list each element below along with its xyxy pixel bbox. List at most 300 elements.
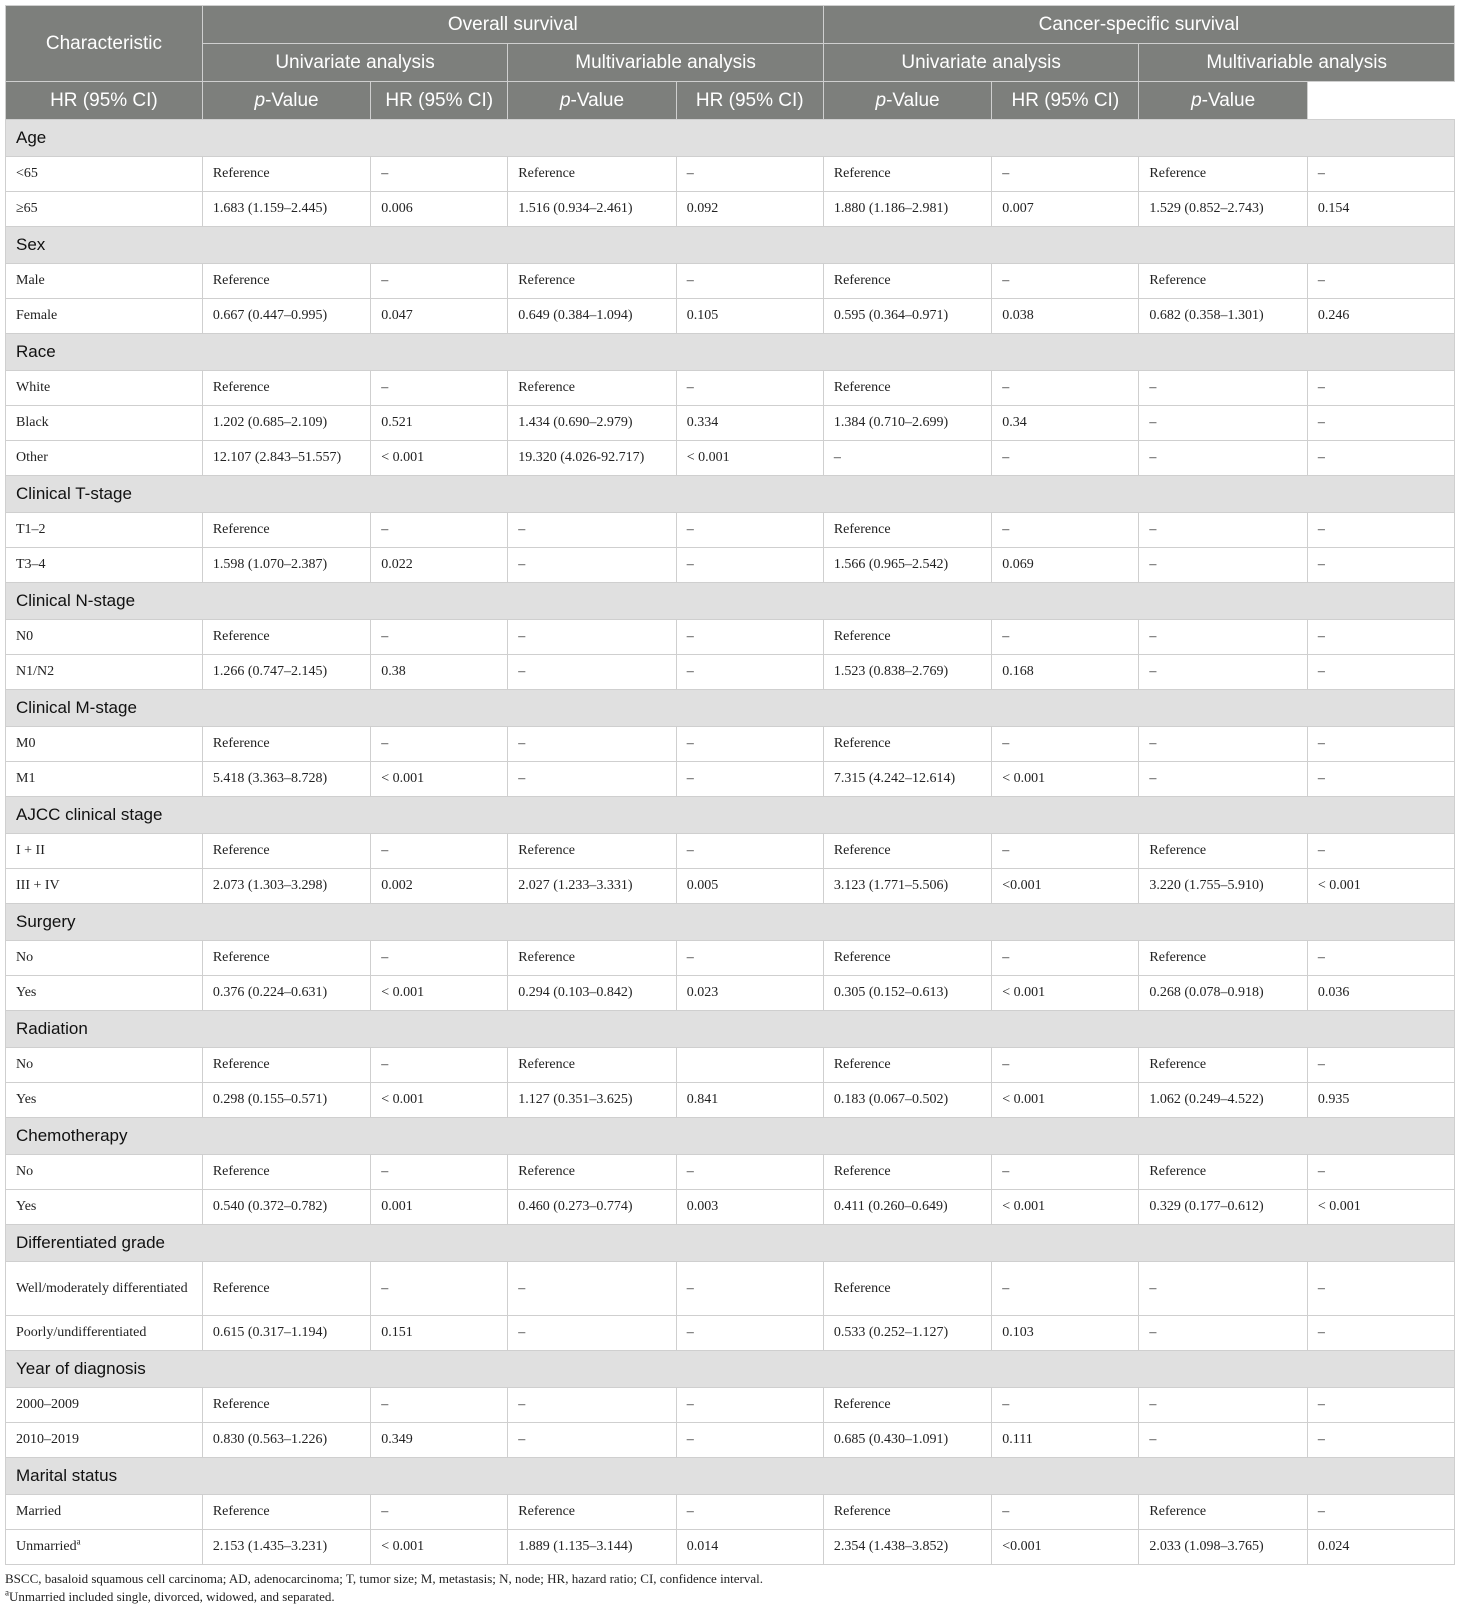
table-row — [6, 1495, 1455, 1530]
section-title: Surgery — [6, 904, 1455, 941]
p-value-cell: – — [992, 620, 1139, 655]
subheader-row — [6, 82, 1455, 120]
row-label — [6, 513, 203, 548]
hr-ci-cell: Reference — [202, 371, 370, 406]
hr-ci-cell: 1.889 (1.135–3.144) — [508, 1530, 676, 1565]
section-title: Race — [6, 334, 1455, 371]
hr-ci-cell: 1.127 (0.351–3.625) — [508, 1083, 676, 1118]
hr-ci-cell: Reference — [823, 157, 991, 192]
p-value-cell: 0.047 — [371, 299, 508, 334]
p-value-cell: – — [992, 941, 1139, 976]
row-label-text: I + II — [16, 843, 45, 858]
p-value-header — [1139, 82, 1307, 120]
p-value-cell: – — [676, 371, 823, 406]
table-row — [6, 762, 1455, 797]
p-value-cell: 0.151 — [371, 1316, 508, 1351]
p-value-cell: – — [371, 1155, 508, 1190]
hr-ci-cell: Reference — [202, 727, 370, 762]
p-value-cell: – — [1307, 1048, 1454, 1083]
table-row — [6, 264, 1455, 299]
hr-ci-cell: Reference — [508, 1495, 676, 1530]
p-value-cell: 0.34 — [992, 406, 1139, 441]
row-label — [6, 157, 203, 192]
hr-ci-cell: Reference — [1139, 1048, 1307, 1083]
hr-ci-cell: Reference — [508, 157, 676, 192]
hr-ci-cell: Reference — [202, 1155, 370, 1190]
p-value-cell: – — [676, 1388, 823, 1423]
p-value-cell: – — [676, 548, 823, 583]
row-label — [6, 371, 203, 406]
p-value-cell: – — [992, 264, 1139, 299]
hr-ci-cell: – — [823, 441, 991, 476]
p-value-cell: 0.003 — [676, 1190, 823, 1225]
table-body — [6, 120, 1455, 1565]
p-value-cell: < 0.001 — [371, 976, 508, 1011]
section-title: Age — [6, 120, 1455, 157]
p-value-cell: – — [992, 441, 1139, 476]
hr-ci-cell: Reference — [202, 1048, 370, 1083]
hr-ci-cell: 0.595 (0.364–0.971) — [823, 299, 991, 334]
hr-ci-cell: 0.685 (0.430–1.091) — [823, 1423, 991, 1458]
p-value-header — [823, 82, 991, 120]
p-value-cell: < 0.001 — [371, 762, 508, 797]
hr-ci-cell: – — [508, 513, 676, 548]
overall-survival-header: Overall survival — [202, 6, 823, 44]
row-label-text: Unmarried — [16, 1539, 77, 1554]
p-value-cell: – — [992, 513, 1139, 548]
hr-ci-cell: 0.329 (0.177–0.612) — [1139, 1190, 1307, 1225]
table-row — [6, 406, 1455, 441]
row-label-text: 2000–2009 — [16, 1397, 79, 1412]
p-value-cell: – — [992, 727, 1139, 762]
hr-ci-cell: – — [1139, 1388, 1307, 1423]
hr-ci-cell: Reference — [823, 264, 991, 299]
p-value-cell: 0.521 — [371, 406, 508, 441]
p-value-cell: – — [676, 941, 823, 976]
row-label — [6, 441, 203, 476]
hr-ci-cell: Reference — [508, 1155, 676, 1190]
hr-ci-cell: 0.376 (0.224–0.631) — [202, 976, 370, 1011]
p-value-cell: – — [992, 1155, 1139, 1190]
p-value-cell: < 0.001 — [992, 1190, 1139, 1225]
section-title: Clinical N-stage — [6, 583, 1455, 620]
hr-ci-cell: 1.516 (0.934–2.461) — [508, 192, 676, 227]
p-value-cell: – — [1307, 513, 1454, 548]
p-value-cell: 0.024 — [1307, 1530, 1454, 1565]
p-value-cell: 0.38 — [371, 655, 508, 690]
hr-ci-cell: – — [1139, 727, 1307, 762]
p-value-cell: – — [992, 1388, 1139, 1423]
hr-ci-cell: 0.268 (0.078–0.918) — [1139, 976, 1307, 1011]
hr-ci-cell: 0.298 (0.155–0.571) — [202, 1083, 370, 1118]
hr-ci-cell: Reference — [823, 1262, 991, 1316]
section-row — [6, 583, 1455, 620]
row-label-text: White — [16, 380, 51, 395]
value-suffix: -Value — [1201, 89, 1256, 111]
table-container — [5, 5, 1455, 1606]
hr-ci-cell: – — [508, 620, 676, 655]
hr-ci-cell: Reference — [823, 941, 991, 976]
hr-ci-cell: – — [508, 548, 676, 583]
section-row — [6, 227, 1455, 264]
p-value-cell: – — [371, 834, 508, 869]
hr-ci-cell: – — [508, 655, 676, 690]
section-title: AJCC clinical stage — [6, 797, 1455, 834]
p-value-cell: – — [1307, 1262, 1454, 1316]
row-label — [6, 299, 203, 334]
table-row — [6, 1316, 1455, 1351]
p-value-cell: – — [1307, 834, 1454, 869]
row-label — [6, 620, 203, 655]
abbreviations-note: BSCC, basaloid squamous cell carcinoma; AD, adenocarcinoma; T, tumor size; M, metastasis; N, node; HR, hazard ratio; CI, confidence interval. — [5, 1571, 764, 1586]
p-value-cell: 0.001 — [371, 1190, 508, 1225]
p-value-cell: – — [676, 1262, 823, 1316]
characteristic-header: Characteristic — [6, 6, 203, 82]
p-value-cell: – — [992, 157, 1139, 192]
p-value-cell: 0.069 — [992, 548, 1139, 583]
hr-ci-cell: Reference — [202, 264, 370, 299]
footnote-mark: a — [76, 1536, 81, 1547]
section-row — [6, 120, 1455, 157]
table-row — [6, 941, 1455, 976]
hr-ci-cell: – — [508, 762, 676, 797]
p-value-cell: – — [1307, 620, 1454, 655]
section-title: Year of diagnosis — [6, 1351, 1455, 1388]
p-value-cell: – — [676, 655, 823, 690]
p-value-cell: – — [676, 1316, 823, 1351]
p-value-cell: 0.168 — [992, 655, 1139, 690]
p-value-cell: – — [992, 1048, 1139, 1083]
row-label — [6, 1316, 203, 1351]
section-row — [6, 1351, 1455, 1388]
table-header — [6, 6, 1455, 120]
p-value-cell: – — [992, 1262, 1139, 1316]
p-letter: p — [1191, 89, 1202, 111]
table-row — [6, 1262, 1455, 1316]
value-suffix: -Value — [265, 89, 319, 111]
table-row — [6, 1423, 1455, 1458]
hr-ci-cell: Reference — [1139, 157, 1307, 192]
hr-ci-cell: 1.434 (0.690–2.979) — [508, 406, 676, 441]
p-value-cell: – — [676, 1423, 823, 1458]
table-row — [6, 620, 1455, 655]
row-label-text: N0 — [16, 629, 34, 644]
row-label — [6, 1423, 203, 1458]
row-label-text: Poorly/undifferentiated — [16, 1325, 147, 1340]
p-value-cell: 0.334 — [676, 406, 823, 441]
hr-ci-cell: – — [508, 1262, 676, 1316]
table-row — [6, 1190, 1455, 1225]
hr-ci-cell: 7.315 (4.242–12.614) — [823, 762, 991, 797]
row-label-text: Black — [16, 415, 49, 430]
hr-ci-cell: – — [1139, 620, 1307, 655]
table-row — [6, 869, 1455, 904]
p-value-cell: 0.023 — [676, 976, 823, 1011]
footnote-mark: a — [5, 1587, 9, 1598]
section-title: Clinical M-stage — [6, 690, 1455, 727]
row-label-text: Yes — [16, 985, 37, 1000]
section-row — [6, 904, 1455, 941]
hr-ci-cell: Reference — [823, 371, 991, 406]
hr-ci-cell: 2.027 (1.233–3.331) — [508, 869, 676, 904]
hr-ci-cell: 1.266 (0.747–2.145) — [202, 655, 370, 690]
table-row — [6, 655, 1455, 690]
row-label — [6, 1083, 203, 1118]
p-value-cell: – — [371, 620, 508, 655]
section-title: Differentiated grade — [6, 1225, 1455, 1262]
section-row — [6, 1458, 1455, 1495]
hr-ci-cell: 0.667 (0.447–0.995) — [202, 299, 370, 334]
hr-ci-cell: Reference — [1139, 834, 1307, 869]
hr-ci-cell: 19.320 (4.026-92.717) — [508, 441, 676, 476]
p-value-cell: 0.105 — [676, 299, 823, 334]
section-row — [6, 797, 1455, 834]
table-row — [6, 441, 1455, 476]
hr-ci-cell: Reference — [823, 1495, 991, 1530]
row-label-text: ≥65 — [16, 201, 38, 216]
p-value-cell: < 0.001 — [1307, 1190, 1454, 1225]
hr-ci-cell: 0.294 (0.103–0.842) — [508, 976, 676, 1011]
row-label — [6, 941, 203, 976]
hr-ci-cell: – — [508, 1423, 676, 1458]
p-value-cell: – — [371, 157, 508, 192]
p-value-cell: – — [371, 1048, 508, 1083]
hr-ci-cell: 0.411 (0.260–0.649) — [823, 1190, 991, 1225]
hr-ci-cell: – — [1139, 548, 1307, 583]
row-label — [6, 762, 203, 797]
p-value-cell: <0.001 — [992, 869, 1139, 904]
p-value-cell: – — [371, 1262, 508, 1316]
p-value-cell: – — [371, 941, 508, 976]
p-value-cell: < 0.001 — [676, 441, 823, 476]
row-label-text: <65 — [16, 166, 38, 181]
hr-ci-cell: – — [1139, 762, 1307, 797]
survival-analysis-table — [5, 5, 1455, 1565]
row-label-text: M1 — [16, 771, 36, 786]
row-label-text: No — [16, 1164, 34, 1179]
p-value-cell: < 0.001 — [371, 1083, 508, 1118]
hr-ci-cell: Reference — [202, 157, 370, 192]
section-title: Radiation — [6, 1011, 1455, 1048]
hr-ci-cell: Reference — [823, 620, 991, 655]
row-label-text: No — [16, 1057, 34, 1072]
row-label — [6, 1155, 203, 1190]
p-value-cell: 0.007 — [992, 192, 1139, 227]
table-row — [6, 513, 1455, 548]
hr-ci-cell: 1.683 (1.159–2.445) — [202, 192, 370, 227]
hr-ci-cell: Reference — [823, 1155, 991, 1190]
hr-ci-cell: Reference — [508, 941, 676, 976]
row-label-text: Well/moderately differentiated — [16, 1280, 188, 1296]
hr-ci-cell: 2.033 (1.098–3.765) — [1139, 1530, 1307, 1565]
section-row — [6, 334, 1455, 371]
table-row — [6, 1155, 1455, 1190]
hr-ci-cell: 1.384 (0.710–2.699) — [823, 406, 991, 441]
hr-ci-cell: – — [1139, 1262, 1307, 1316]
hr-ci-cell: Reference — [823, 1388, 991, 1423]
p-value-cell: – — [1307, 727, 1454, 762]
hr-ci-cell: Reference — [508, 1048, 676, 1083]
hr-ci-cell: 1.598 (1.070–2.387) — [202, 548, 370, 583]
p-value-cell: – — [1307, 1316, 1454, 1351]
hr-ci-cell: 0.615 (0.317–1.194) — [202, 1316, 370, 1351]
hr-ci-cell: 0.460 (0.273–0.774) — [508, 1190, 676, 1225]
table-row — [6, 1530, 1455, 1565]
p-value-cell: < 0.001 — [992, 1083, 1139, 1118]
footnote-text: Unmarried included single, divorced, widowed, and separated. — [9, 1589, 335, 1604]
row-label — [6, 1530, 203, 1565]
p-value-cell: – — [1307, 406, 1454, 441]
hr-ci-cell: 0.183 (0.067–0.502) — [823, 1083, 991, 1118]
table-row — [6, 834, 1455, 869]
hr-ci-cell: Reference — [823, 834, 991, 869]
table-row — [6, 371, 1455, 406]
p-value-cell: – — [676, 620, 823, 655]
row-label-text: N1/N2 — [16, 664, 55, 679]
p-value-cell: – — [992, 834, 1139, 869]
row-label-text: III + IV — [16, 878, 60, 893]
p-value-cell: 0.111 — [992, 1423, 1139, 1458]
hr-ci-cell: 1.566 (0.965–2.542) — [823, 548, 991, 583]
hr-ci-header: HR (95% CI) — [676, 82, 823, 120]
hr-ci-cell: Reference — [202, 834, 370, 869]
row-label — [6, 834, 203, 869]
hr-ci-cell: 1.529 (0.852–2.743) — [1139, 192, 1307, 227]
hr-ci-cell: 0.830 (0.563–1.226) — [202, 1423, 370, 1458]
table-row — [6, 299, 1455, 334]
row-label-text: T3–4 — [16, 557, 46, 572]
p-value-cell: – — [992, 371, 1139, 406]
hr-ci-cell: 3.123 (1.771–5.506) — [823, 869, 991, 904]
hr-ci-header: HR (95% CI) — [992, 82, 1139, 120]
hr-ci-cell: Reference — [1139, 941, 1307, 976]
p-value-cell: 0.038 — [992, 299, 1139, 334]
p-letter: p — [875, 89, 887, 111]
row-label — [6, 1190, 203, 1225]
p-value-cell: – — [676, 834, 823, 869]
p-value-cell: – — [371, 371, 508, 406]
p-value-cell: – — [676, 727, 823, 762]
cancer-specific-survival-header: Cancer-specific survival — [823, 6, 1454, 44]
hr-ci-cell: 1.062 (0.249–4.522) — [1139, 1083, 1307, 1118]
section-row — [6, 1225, 1455, 1262]
p-value-cell: – — [1307, 371, 1454, 406]
p-value-cell: 0.103 — [992, 1316, 1139, 1351]
p-value-cell: – — [676, 157, 823, 192]
row-label — [6, 1262, 203, 1316]
section-row — [6, 1118, 1455, 1155]
section-row — [6, 476, 1455, 513]
p-value-cell: 0.349 — [371, 1423, 508, 1458]
table-row — [6, 192, 1455, 227]
table-row — [6, 1048, 1455, 1083]
hr-ci-cell: 0.540 (0.372–0.782) — [202, 1190, 370, 1225]
p-value-cell: – — [1307, 762, 1454, 797]
row-label — [6, 655, 203, 690]
p-value-cell: – — [1307, 655, 1454, 690]
p-value-cell: – — [676, 264, 823, 299]
p-value-cell: 0.154 — [1307, 192, 1454, 227]
p-value-cell: – — [371, 1495, 508, 1530]
p-value-cell: – — [371, 1388, 508, 1423]
p-value-cell: 0.092 — [676, 192, 823, 227]
p-value-cell: – — [676, 762, 823, 797]
row-label — [6, 192, 203, 227]
p-value-cell: – — [676, 1155, 823, 1190]
hr-ci-cell: Reference — [823, 727, 991, 762]
row-label-text: Yes — [16, 1199, 37, 1214]
hr-ci-cell: Reference — [508, 371, 676, 406]
hr-ci-cell: – — [1139, 441, 1307, 476]
hr-ci-cell: 0.649 (0.384–1.094) — [508, 299, 676, 334]
value-suffix: -Value — [570, 89, 625, 111]
p-value-cell: 0.005 — [676, 869, 823, 904]
p-value-cell: – — [1307, 264, 1454, 299]
row-label — [6, 1495, 203, 1530]
hr-ci-cell: – — [1139, 371, 1307, 406]
hr-ci-cell: 1.523 (0.838–2.769) — [823, 655, 991, 690]
p-value-cell: 0.014 — [676, 1530, 823, 1565]
row-label-text: Married — [16, 1504, 62, 1519]
p-value-cell: < 0.001 — [371, 1530, 508, 1565]
row-label-text: Female — [16, 308, 58, 323]
row-label — [6, 976, 203, 1011]
table-row — [6, 976, 1455, 1011]
hr-ci-cell: 2.354 (1.438–3.852) — [823, 1530, 991, 1565]
p-value-cell: – — [1307, 1155, 1454, 1190]
hr-ci-cell: – — [1139, 513, 1307, 548]
hr-ci-cell: Reference — [202, 941, 370, 976]
hr-ci-cell: Reference — [202, 1388, 370, 1423]
p-value-cell: – — [1307, 441, 1454, 476]
p-letter: p — [559, 89, 571, 111]
hr-ci-cell: Reference — [202, 513, 370, 548]
hr-ci-cell: 5.418 (3.363–8.728) — [202, 762, 370, 797]
hr-ci-cell: 12.107 (2.843–51.557) — [202, 441, 370, 476]
hr-ci-cell: 0.533 (0.252–1.127) — [823, 1316, 991, 1351]
p-value-cell: 0.022 — [371, 548, 508, 583]
hr-ci-cell: Reference — [202, 620, 370, 655]
hr-ci-cell: Reference — [823, 1048, 991, 1083]
p-value-cell: 0.841 — [676, 1083, 823, 1118]
hr-ci-cell: Reference — [508, 834, 676, 869]
p-value-cell: 0.006 — [371, 192, 508, 227]
p-value-cell: – — [676, 513, 823, 548]
p-value-cell: 0.935 — [1307, 1083, 1454, 1118]
p-value-cell: <0.001 — [992, 1530, 1139, 1565]
p-value-cell: 0.246 — [1307, 299, 1454, 334]
hr-ci-cell: – — [1139, 406, 1307, 441]
row-label-text: Other — [16, 450, 48, 465]
hr-ci-header: HR (95% CI) — [371, 82, 508, 120]
row-label — [6, 264, 203, 299]
row-label-text: Male — [16, 273, 45, 288]
hr-ci-cell: 2.073 (1.303–3.298) — [202, 869, 370, 904]
hr-ci-cell: – — [508, 1316, 676, 1351]
row-label — [6, 406, 203, 441]
hr-ci-cell: 0.305 (0.152–0.613) — [823, 976, 991, 1011]
p-value-cell: < 0.001 — [371, 441, 508, 476]
p-letter: p — [254, 89, 266, 111]
p-value-cell: 0.002 — [371, 869, 508, 904]
hr-ci-cell: – — [508, 1388, 676, 1423]
row-label — [6, 869, 203, 904]
footnotes — [5, 1570, 1455, 1606]
p-value-header — [508, 82, 676, 120]
row-label-text: M0 — [16, 736, 36, 751]
table-row — [6, 548, 1455, 583]
hr-ci-cell: 1.880 (1.186–2.981) — [823, 192, 991, 227]
